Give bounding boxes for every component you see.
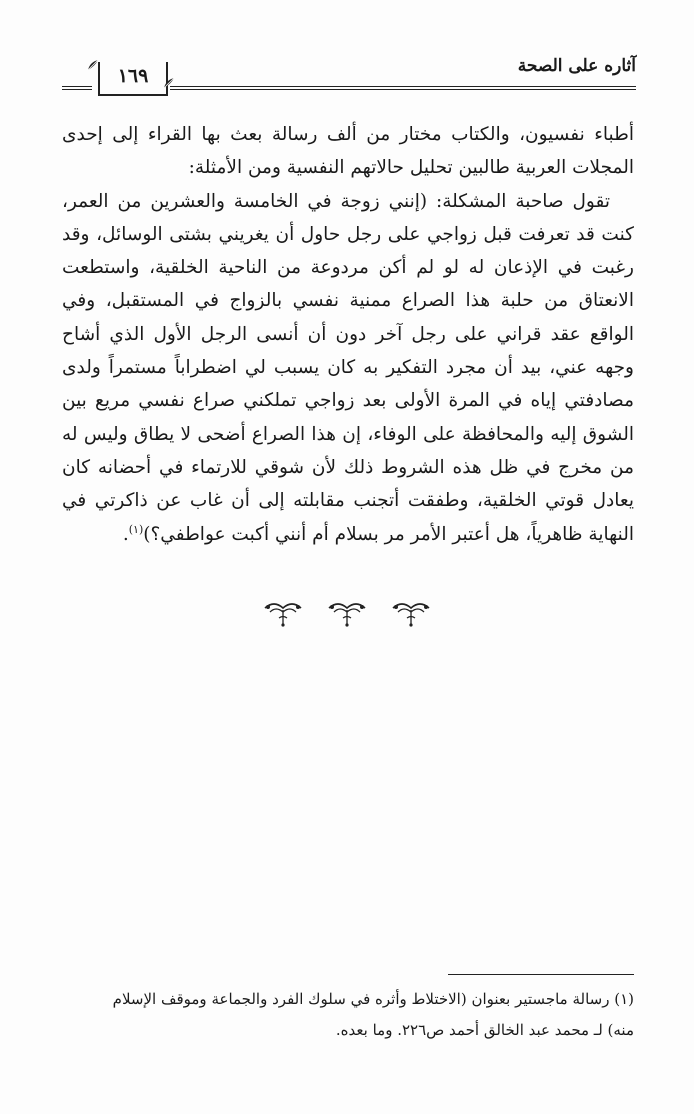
paragraph-intro: أطباء نفسيون، والكتاب مختار من ألف رسالة بعث بها القراء إلى إحدى المجلات العربية طالبين تحليل حالاتهم النفسية ومن الأمثلة: [62,124,634,179]
page-number: ١٦٩ [117,65,149,87]
footnote-reference: (١) [128,522,144,536]
footnote-line-2: منه) لـ محمد عبد الخالق أحمد ص٢٢٦. وما بعده. [335,1021,634,1039]
footnotes [62,984,634,1046]
quote-text: تقول صاحبة المشكلة: (إنني زوجة في الخامسة والعشرين من العمر، كنت قد تعرفت قبل زواجي على رجل حاول أن يغريني بشتى الوسائل، وقد رغبت في الإذعان له لو لم أكن مردوعة من الناحية الخلقية، واستطعت الانعتاق من حلبة هذا الصراع ممنية نفسي بالزواج في المستقبل، وفي الواقع عقد قراني على رجل آخر دون أن أنسى الرجل الأول الذي أشاح وجهه عني، بيد أن مجرد التفكير به كان يسبب لي اضطراباً مستمراً ولدى مصادفتي إياه في المرة الأولى بعد زواجي تملكني صراع نفسي مريع بين الشوق إليه والمحافظة على الوفاء، إن هذا الصراع أضحى لا يطاق وليس له من مخرج في ظل هذه الشروط ذلك لأن شوقي للارتماء في أحضانه كان يعادل قوتي الخلقية، وطفقت أتجنب مقابلته إلى أن غاب عن ذاكرتي في النهاية ظاهرياً، هل أعتبر الأمر مر بسلام أم أنني أكبت عواطفي؟) [62,190,634,545]
floral-ornament-icon [326,598,368,628]
quote-end: . [122,523,129,545]
floral-ornament-icon [262,598,304,628]
footnote-line-1: (١) رسالة ماجستير بعنوان (الاختلاط وأثره في سلوك الفرد والجماعة وموقف الإسلام [112,990,634,1008]
section-divider [0,598,694,634]
header-rule [170,86,636,90]
main-text [62,118,634,551]
page-number-box [98,62,168,96]
page-header [62,56,636,102]
floral-ornament-icon [390,598,432,628]
footnote-separator [448,974,634,975]
running-title: آثاره على الصحة [517,56,636,76]
header-rule-left [62,86,92,90]
leaf-ornament-icon [86,58,100,72]
paragraph-quote [62,185,634,551]
